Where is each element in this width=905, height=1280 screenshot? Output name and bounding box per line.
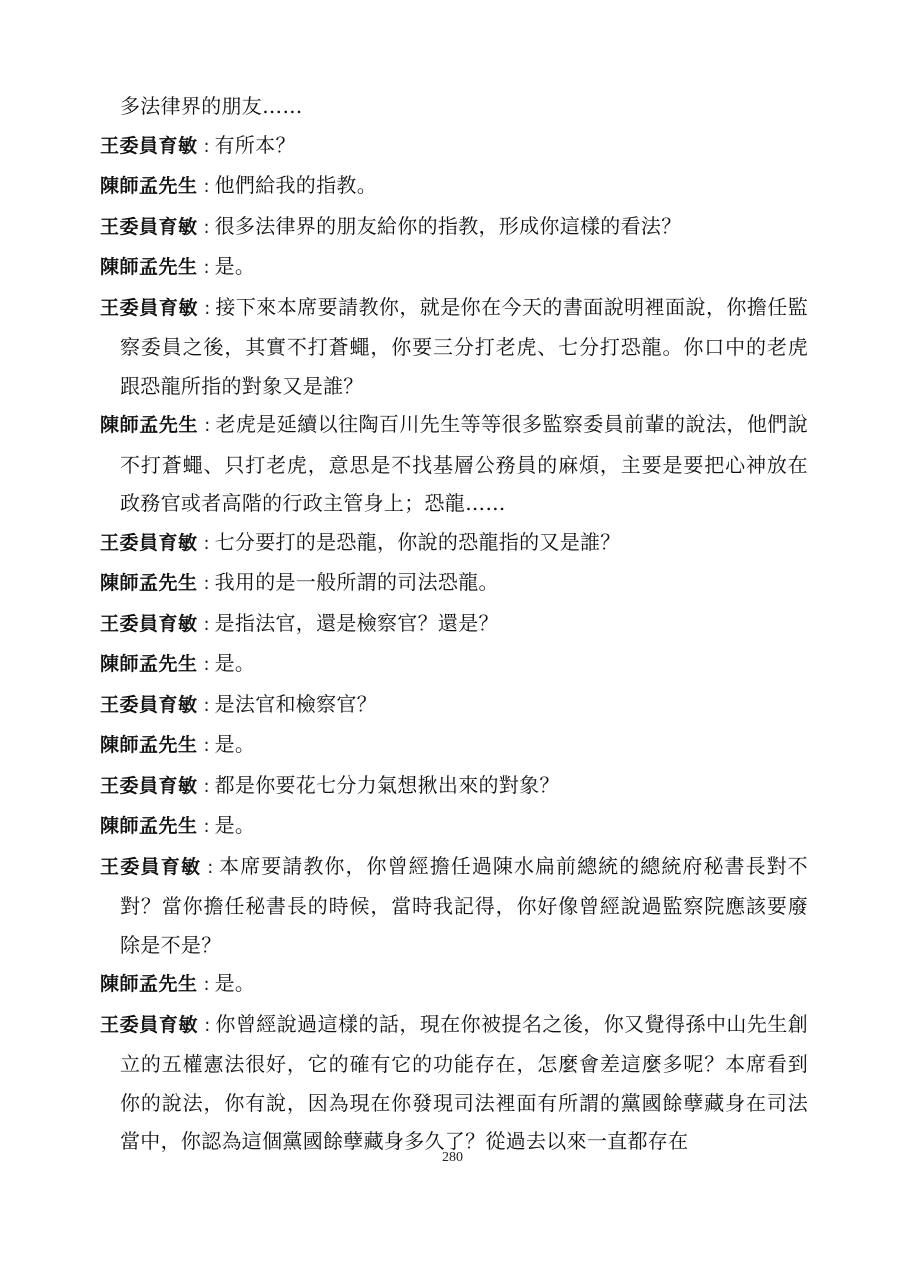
transcript-turn: [100, 806, 808, 847]
transcript: [100, 87, 808, 1161]
speaker-name: 陳師孟先生: [100, 414, 199, 436]
speech-text: 是法官和檢察官？: [214, 691, 377, 716]
speech-text: 是指法官，還是檢察官？還是？: [214, 610, 499, 635]
speaker-separator: :: [203, 974, 210, 995]
speech-text: 接下來本席要請教你，就是你在今天的書面說明裡面說，你擔任監察委員之後，其實不打蒼蠅，你要三分打老虎、七分打恐龍。你口中的老虎跟恐龍所指的對象又是誰？: [120, 294, 808, 398]
transcript-turn: [100, 563, 808, 604]
speaker-separator: :: [204, 415, 211, 436]
speech-text: 是。: [214, 651, 256, 675]
speaker-name: 陳師孟先生: [100, 175, 198, 197]
speech-text: 很多法律界的朋友給你的指教，形成你這樣的看法？: [214, 213, 682, 238]
speech-text: 本席要請教你，你曾經擔任過陳水扁前總統的總統府秘書長對不對？當你擔任秘書長的時候，當時我記得，你好像曾經說過監察院應該要廢除是不是？: [120, 853, 808, 957]
page-number: 280: [442, 1150, 463, 1165]
speaker-separator: :: [207, 856, 214, 878]
speaker-separator: :: [203, 735, 210, 756]
speech-text: 你曾經說過這樣的話，現在你被提名之後，你又覺得孫中山先生創立的五權憲法很好，它的確有它的功能存在，怎麼會差這麼多呢？本席看到你的說法，你有說，因為現在你發現司法裡面有所謂的黨國餘孽藏身在司法當中，你認為這個黨國餘孽藏身多久了？從過去以來一直都存在: [120, 1011, 808, 1153]
transcript-turn: [100, 405, 808, 523]
speaker-name: 王委員育敏: [100, 774, 198, 797]
transcript-turn: [100, 847, 808, 965]
transcript-turn: [100, 207, 808, 248]
speaker-separator: :: [203, 613, 210, 635]
speech-text: 是。: [214, 254, 256, 278]
transcript-turn: [100, 288, 808, 406]
speaker-name: 陳師孟先生: [100, 572, 198, 594]
speaker-separator: :: [203, 257, 210, 278]
speaker-separator: :: [203, 816, 210, 837]
speaker-separator: :: [203, 532, 210, 554]
speech-text: 他們給我的指教。: [214, 173, 377, 197]
transcript-turn: [100, 964, 808, 1005]
transcript-turn: [100, 766, 808, 807]
speech-text: 是。: [214, 732, 256, 756]
speaker-separator: :: [203, 775, 210, 797]
speech-text: 我用的是一般所謂的司法恐龍。: [214, 570, 499, 594]
speaker-separator: :: [203, 654, 210, 675]
speaker-separator: :: [203, 216, 210, 238]
speaker-name: 陳師孟先生: [100, 653, 198, 675]
transcript-turn: [100, 1005, 808, 1161]
speaker-name: 王委員育敏: [100, 531, 198, 554]
transcript-turn: [100, 166, 808, 207]
speaker-name: 王委員育敏: [100, 134, 198, 157]
speaker-name: 王委員育敏: [100, 1013, 199, 1036]
speech-text: 都是你要花七分力氣想揪出來的對象？: [214, 772, 560, 797]
speaker-name: 陳師孟先生: [100, 256, 198, 278]
speaker-name: 陳師孟先生: [100, 973, 198, 995]
speaker-separator: :: [203, 573, 210, 594]
transcript-turn: [100, 247, 808, 288]
continuation-text: 多法律界的朋友……: [120, 94, 303, 118]
speaker-name: 陳師孟先生: [100, 734, 198, 756]
speaker-name: 王委員育敏: [100, 612, 198, 635]
speech-text: 是。: [214, 813, 256, 837]
speaker-separator: :: [203, 176, 210, 197]
speaker-separator: :: [203, 694, 210, 716]
speech-text: 七分要打的是恐龍，你說的恐龍指的又是誰？: [214, 529, 621, 554]
transcript-turn: [100, 725, 808, 766]
speaker-separator: :: [204, 1014, 211, 1036]
transcript-turn: [100, 644, 808, 685]
speaker-separator: :: [204, 297, 211, 319]
transcript-turn: [100, 604, 808, 645]
speaker-name: 王委員育敏: [100, 296, 199, 319]
speech-text: 老虎是延續以往陶百川先生等等很多監察委員前輩的說法，他們說不打蒼蠅、只打老虎，意思是不找基層公務員的麻煩，主要是要把心神放在政務官或者高階的行政主管身上；恐龍……: [120, 412, 808, 515]
transcript-turn: [100, 523, 808, 564]
transcript-turn: [100, 685, 808, 726]
transcript-turn: [100, 126, 808, 167]
speaker-name: 王委員育敏: [100, 215, 198, 238]
speaker-name: 王委員育敏: [100, 855, 202, 878]
speaker-name: 陳師孟先生: [100, 815, 198, 837]
speaker-separator: :: [203, 135, 210, 157]
speaker-name: 王委員育敏: [100, 693, 198, 716]
speech-text: 是。: [214, 971, 256, 995]
turn-list: [100, 126, 808, 1161]
speech-text: 有所本？: [214, 132, 296, 157]
